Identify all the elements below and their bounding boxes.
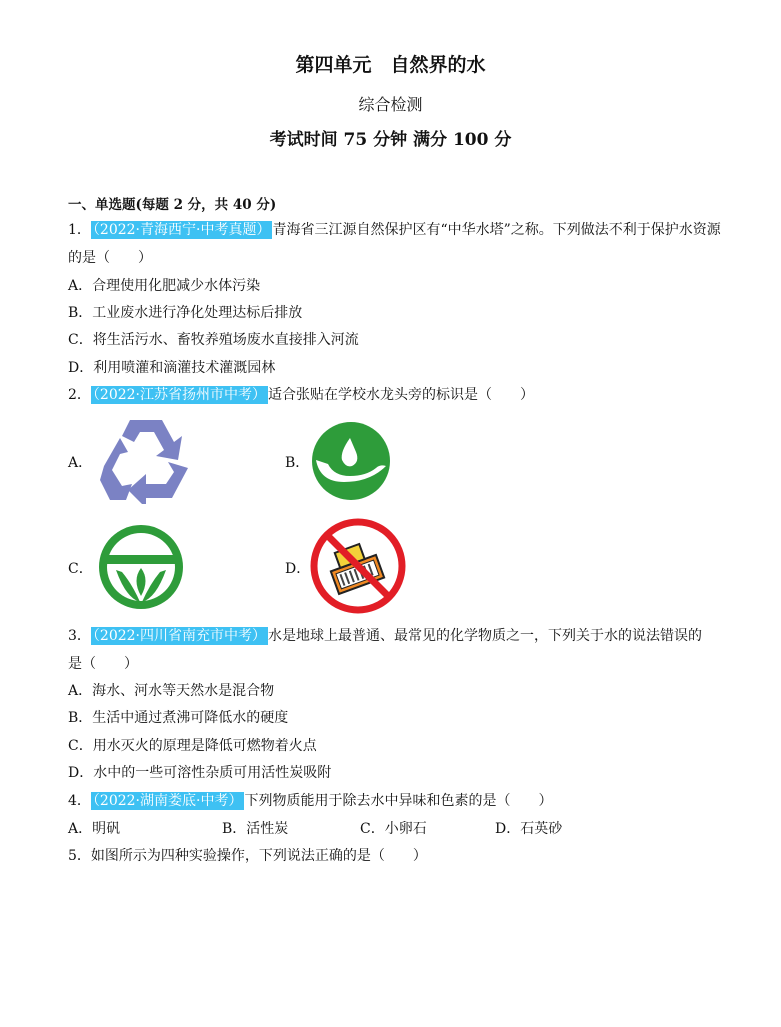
question-5: 5．如图所示为四种实验操作，下列说法正确的是（ ） [68,848,427,864]
option-c-label: C． [68,561,93,577]
option-a: A．海水、河水等天然水是混合物 [68,683,275,699]
question-text: 青海省三江源自然保护区有“中华水塔”之称。下列做法不利于保护水资源 [272,222,721,238]
question-number: 2． [68,387,91,403]
question-3 [68,625,702,645]
question-number: 3． [68,628,91,644]
option-d: D．石英砂 [495,821,563,837]
question-number: 4． [68,793,91,809]
section-heading: 一、单选题(每题 2 分，共 40 分) [68,197,277,213]
question-1-cont: 的是（ ） [68,250,152,266]
question-text: 下列物质能用于除去水中异味和色素的是（ ） [244,793,553,809]
water-saving-icon [310,420,392,502]
option-b: B．生活中通过煮沸可降低水的硬度 [68,710,289,726]
source-tag: （2022·四川省南充市中考） [92,628,267,644]
question-number: 1． [68,222,91,238]
option-a: A．合理使用化肥减少水体污染 [68,278,261,294]
option-d: D．利用喷灌和滴灌技术灌溉园林 [68,360,276,376]
option-b-label: B． [285,455,310,471]
option-a: A．明矾 [68,821,121,837]
no-matches-icon [310,518,406,614]
source-tag: （2022·江苏省扬州市中考） [92,387,267,403]
source-tag: （2022·湖南娄底·中考） [92,793,243,809]
page-title: 第四单元 自然界的水 [295,54,486,76]
option-d: D．水中的一些可溶性杂质可用活性炭吸附 [68,765,332,781]
option-a-label: A． [68,455,93,471]
option-d-label: D． [285,561,311,577]
exam-info: 考试时间 75 分钟 满分 100 分 [269,130,512,150]
option-b: B．活性炭 [222,821,289,837]
green-food-icon [96,522,186,612]
question-4 [68,790,552,810]
page-subtitle: 综合检测 [358,95,423,114]
source-tag: （2022·青海西宁·中考真题） [92,222,271,238]
recycle-icon [98,416,194,504]
question-text: 适合张贴在学校水龙头旁的标识是（ ） [268,387,535,403]
option-b: B．工业废水进行净化处理达标后排放 [68,305,303,321]
option-c: C．小卵石 [360,821,427,837]
option-c: C．用水灭火的原理是降低可燃物着火点 [68,738,317,754]
question-2 [68,384,534,404]
question-3-cont: 是（ ） [68,656,138,672]
question-1 [68,219,721,239]
question-text: 水是地球上最普通、最常见的化学物质之一，下列关于水的说法错误的 [268,628,703,644]
option-c: C．将生活污水、畜牧养殖场废水直接排入河流 [68,332,359,348]
